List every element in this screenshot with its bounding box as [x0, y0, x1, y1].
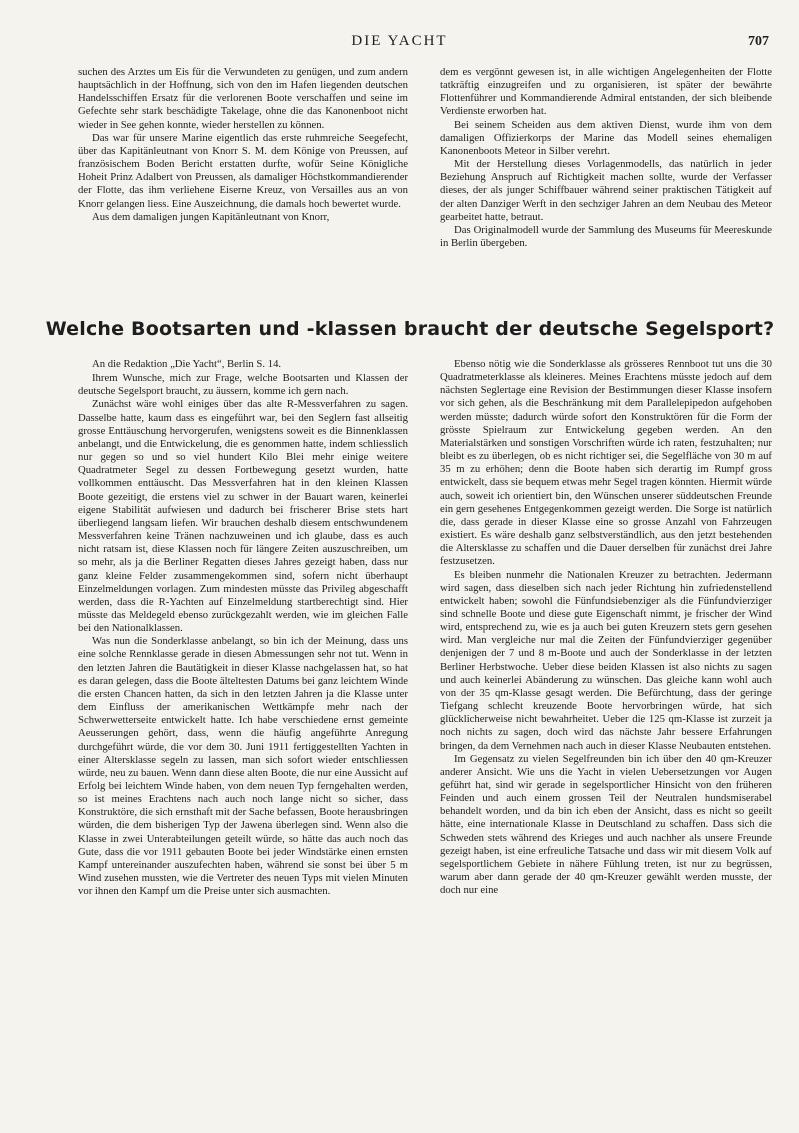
page-header [0, 0, 799, 60]
paragraph: suchen des Arztes um Eis für die Verwundeten zu genügen, und zum andern hauptsächlich in der Hoffnung, sich von den im Hafen liegenden deutschen Handelsschiffen Ersatz für die verlorenen Boote verschaffen und seine im Gefechte sehr stark beschädigte Takelage, ohne die das Kanonenboot nicht wieder in See gehen konnte, wieder herstellen zu können. [78, 66, 408, 131]
paragraph: Mit der Herstellung dieses Vorlagenmodells, das natürlich in jeder Beziehung Anspruch auf Richtigkeit machen sollte, wurde der Verfasser dieses, der als junger Schiffbauer während seiner praktischen Tätigkeit auf der alten Danziger Werft in den sechziger Jahren an dem Neubau des Meteor gearbeitet hatte, betraut. [440, 158, 772, 223]
page-number: 707 [748, 34, 769, 49]
paragraph: Was nun die Sonderklasse anbelangt, so bin ich der Meinung, dass uns eine solche Rennklasse gerade in diesen Abmessungen sehr not tut. Wenn in den letzten Jahren die Bautätigkeit in dieser Klasse nachgelassen hat, so hat es daran gelegen, dass die Boote älteltesten Datums bei ganz leichtem Winde die ersten Chancen hatten, da sich in den letzten Jahren ja die Klasse unter dem Einfluss der amerikanischen Wettkämpfe mehr nach der Schwerwetterseite entwickelt hatte. Ich habe verschiedene ernst gemeinte Aeusserungen gehört, dass, wenn die häufig angeführte Anregung durchgeführt würde, die vor dem 30. Juni 1911 fertiggestellten Yachten in einer Altersklasse segeln zu lassen, man sich sofort wieder entschliessen würde, neu zu bauen. Wenn dann diese alten Boote, die nur eine Aussicht auf Erfolg bei leichtem Winde haben, von dem neuen Typ ferngehalten werden, so ist meines Erachtens nach auch noch lange nicht so sicher, dass Konstruktöre, die sich ernsthaft mit der Sache befassen, Boote herausbringen würden, die dem bisherigen Typ der Jawena überlegen sind. Wenn also die Klasse in zwei Unterabteilungen geteilt würde, so hätte das auch noch das Gute, dass die vor 1911 gebauten Boote bei jeder Windstärke einen ernsten Kampf untereinander auszufechten haben, während sie sonst bei über 5 m Wind zusehen mussten, wie die Vertreter des neuen Typs mit vielen Minuten vor ihnen den Kampf um die Preise unter sich ausmachten. [78, 635, 408, 898]
paragraph: Aus dem damaligen jungen Kapitänleutnant von Knorr, [92, 210, 330, 223]
paragraph: Zunächst wäre wohl einiges über das alte R-Messverfahren zu sagen. Dasselbe hatte, kaum dass es eingeführt war, bei den Seglern fast allseitig grosse Enttäuschung hervorgerufen, wenigstens soweit es die Binnenklassen anbelangt, und die Entwickelung, die es genommen hatte, indem schliesslich nur gegen so und so viel hundert Kilo Blei mehr einige weitere Quadratmeter Segel zu dessen Fortbewegung gesetzt wurden, hatte vollkommen enttäuscht. Das Messverfahren hat in den kleinen Klassen Boote gezeitigt, die erstens viel zu schwer in der Bauart waren, keinerlei eigene Stabilität aufwiesen und dadurch bei frischerer Brise stets hart überliegend langsam liefen. Wir brauchen deshalb diesem entschwundenem Messverfahren keine Tränen nachzuweinen und ich glaube, dass es auch nicht ratsam ist, diese Klassen noch für längere Zeiten auszuschreiben, um so mehr, als ja die Berliner Regatten dieses Jahres gezeigt haben, dass nur ganz kleine Felder zusammengekommen sind, sofern nicht überhaupt Einzelmeldungen vorlagen. Zum mindesten müsste das Privileg abgeschafft werden, dass die R-Yachten auf Einzelmeldung startberechtigt sind. Hier müsste das Meldegeld ebenso zurückgezahlt werden, wie im gleichen Falle bei den Nationalklassen. [78, 398, 408, 635]
salutation: An die Redaktion „Die Yacht“, Berlin S. 14. [92, 358, 282, 370]
article-left-column [78, 358, 408, 898]
paragraph: Im Gegensatz zu vielen Segelfreunden bin ich über den 40 qm-Kreuzer anderer Ansicht. Wie uns die Yacht in vielen Uebersetzungen vor Augen geführt hat, sind wir gerade in segelsportlicher Hinsicht von den früheren Feinden und auch einem grossen Teil der Neutralen hundsmiserabel behandelt worden, und da bin ich eben der Ansicht, dass es nicht so geeilt hätte, eine internationale Klasse in Deutschland zu schaffen. Dass sich die Schweden stets während des Krieges und auch nachher als unsere Freunde gezeigt haben, ist eine erfreuliche Tatsache und dass wir mit diesem Volk auf segelsportlichem Gebiete in nähere Fühlung treten, ist nur zu begrüssen, warum aber dann gerade der 40 qm-Kreuzer gewählt werden musste, der doch nur eine [440, 752, 772, 897]
paragraph: Ebenso nötig wie die Sonderklasse als grösseres Rennboot tut uns die 30 Quadratmeterklasse als kleineres. Meines Erachtens müsste jedoch auf dem nächsten Seglertage eine Revision der Bestimmungen dieser Klasse insofern vor sich gehen, als die Beschränkung mit dem Parallelepipedon aufgehoben werden müsste; dadurch würde sofort den Konstruktören für die Form der grösste Spielraum zur Entwickelung gegeben werden. An den Materialstärken und sonstigen Vorschriften würde ich raten, festzuhalten; nur bleibt es zu überlegen, ob es nicht richtiger sei, die Segelfläche von 30 m auf 35 m zu erhöhen; denn die Boote haben sich derartig im Rumpf gross entwickelt, dass sie bequem etwas mehr Segel tragen könnten. Hiermit würde auch, soweit ich orientiert bin, den Wünschen unserer süddeutschen Freunde ein gern gesehenes Entgegenkommen gezeigt werden. Die Sorge ist natürlich die, dass gerade in dieser Klasse eine so grosse Anzahl von Fahrzeugen existiert. Es wäre deshalb ganz selbstverständlich, aus den jetzt bestehenden die Altersklasse zu schaffen und die Dauer derselben für zunächst drei Jahre festzusetzen. [440, 358, 772, 568]
paragraph: Bei seinem Scheiden aus dem aktiven Dienst, wurde ihm von dem damaligen Offizierkorps der Marine das Modell seines ehemaligen Kanonenboots Meteor in Silber verehrt. [440, 118, 772, 157]
paragraph: Das war für unsere Marine eigentlich das erste ruhmreiche Seegefecht, über das Kapitänleutnant von Knorr S. M. dem Könige von Preussen, auf französischem Boden Bericht erstatten durfte, wofür Seine Königliche Hoheit Prinz Adalbert von Preussen, als damaliger Höchstkommandierender der Flotte, das ihm verliehene Eiserne Kreuz, von Versailles aus an von Knorr gelangen liess. Eine Auszeichnung, die damals hoch bewertet wurde. [78, 131, 408, 210]
paragraph: dem es vergönnt gewesen ist, in alle wichtigen Angelegenheiten der Flotte tatkräftig einzugreifen und zu organisieren, ist später der bewährte Flottenführer und Kommandierende Admiral entstanden, der sich bleibende Verdienste erworben hat. [440, 66, 772, 118]
article-title: Welche Bootsarten und -klassen braucht der deutsche Segelsport? [45, 318, 775, 340]
article-right-column [440, 358, 772, 897]
top-right-column [440, 66, 772, 250]
running-title: DIE YACHT [351, 33, 448, 49]
paragraph: Das Originalmodell wurde der Sammlung des Museums für Meereskunde in Berlin übergeben. [440, 223, 772, 250]
paragraph: Es bleiben nunmehr die Nationalen Kreuzer zu betrachten. Jedermann wird sagen, dass dieselben sich nach jeder Richtung hin zufriedenstellend entwickelt haben; sowohl die Fünfundsiebenziger als die Fünfundvierziger sind schnelle Boote und diese gute Eigenschaft nimmt, je frischer der Wind wird, entsprechend zu, wie es ja auch bei guten Kreuzern stets gern gesehen wird. Man vergleiche nur mal die Zeiten der Fünfundvierziger gegenüber denjenigen der 7 und 8 m-Boote und auch der Sonderklasse in der letzten Berliner Herbstwoche. Ueber diese beiden Klassen ist also nichts zu sagen und auch keinerlei Abänderung zu wünschen. Das gleiche kann wohl auch von der 35 qm-Klasse gesagt werden. Die Befürchtung, dass der geringe Tiefgang schlecht kreuzende Boote hervorbringen würde, hat sich glücklicherweise nicht bewahrheitet. Ueber die 125 qm-Klasse ist zurzeit ja noch nichts zu sagen, doch wird das nächste Jahr bessere Erfahrungen bringen, da dem Vernehmen nach auch in dieser Klasse Neubauten entstehen. [440, 568, 772, 752]
top-left-column [78, 66, 408, 224]
paragraph: Ihrem Wunsche, mich zur Frage, welche Bootsarten und Klassen der deutsche Segelsport braucht, zu äussern, komme ich gern nach. [78, 372, 408, 398]
